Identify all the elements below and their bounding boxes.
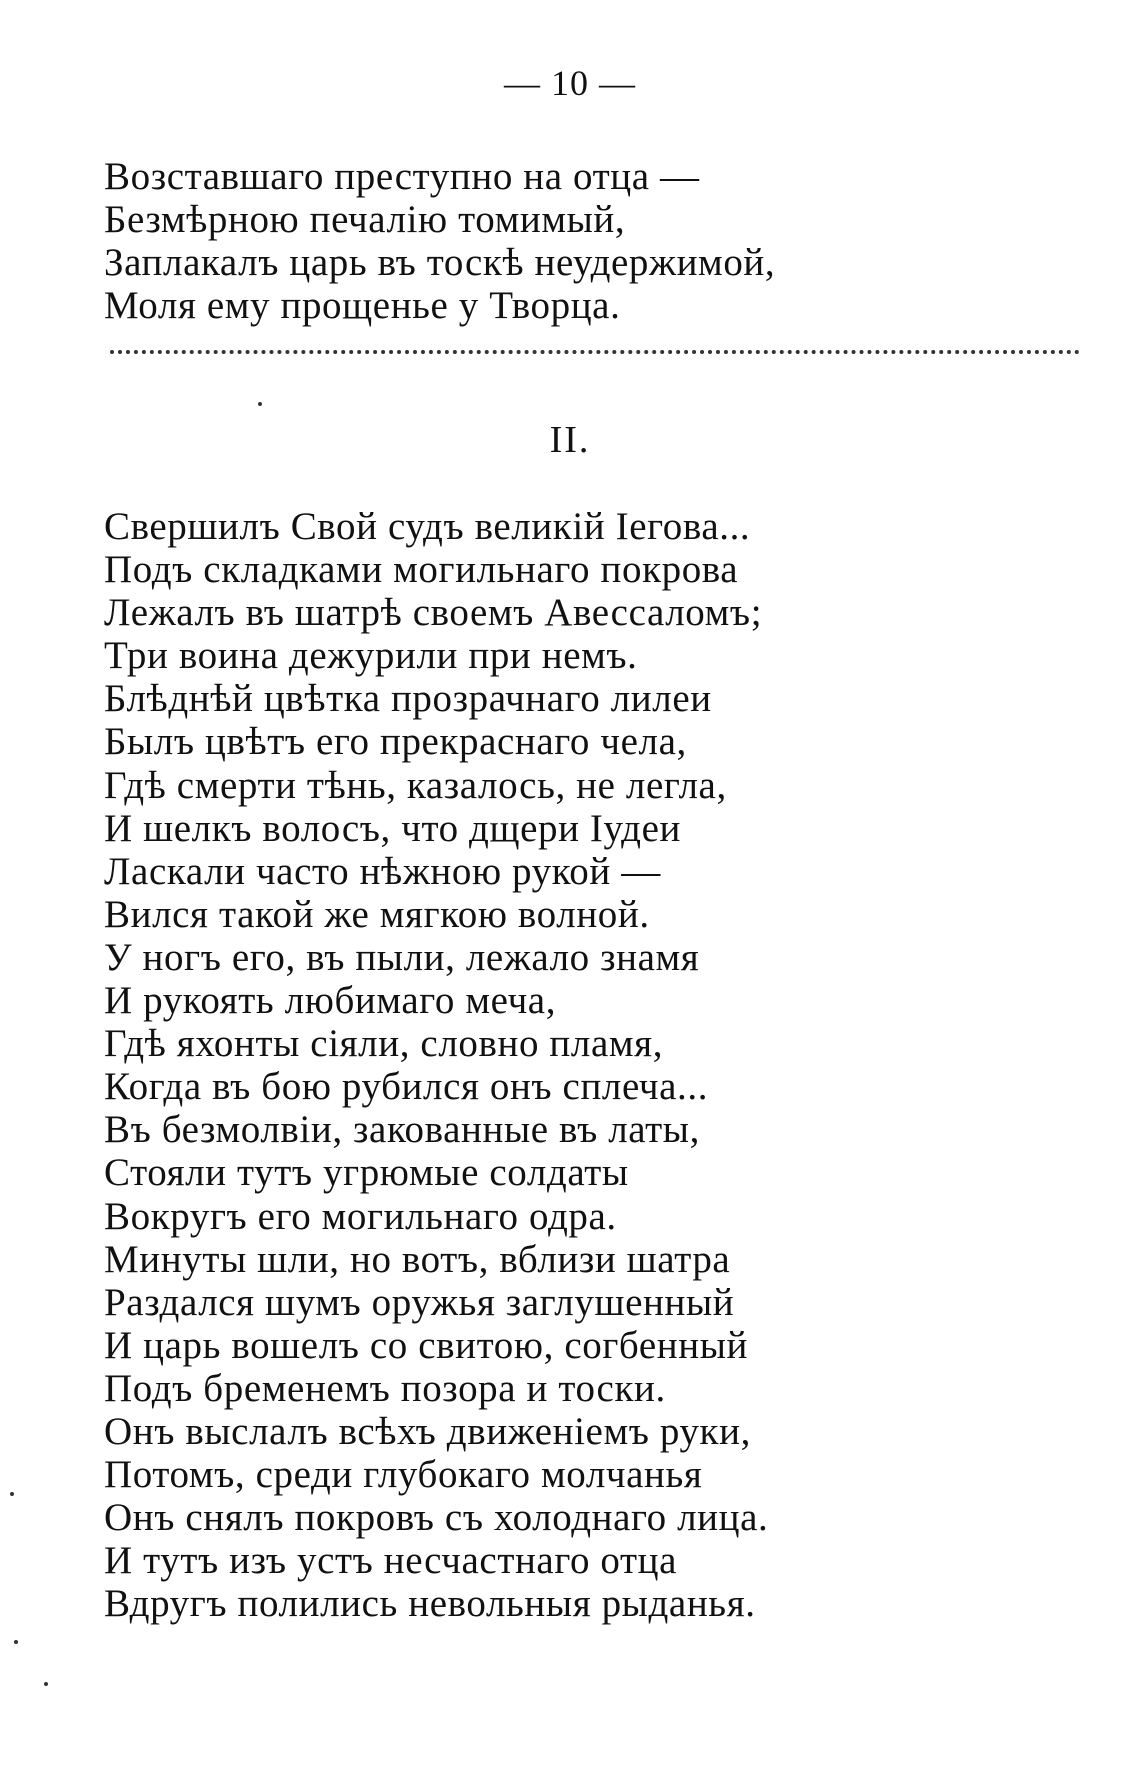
- stanza-2: [104, 505, 768, 1625]
- print-speck: [10, 1492, 14, 1496]
- verse-line: Возставшаго преступно на отца —: [104, 155, 700, 198]
- verse-line: Вокругъ его могильнаго одра.: [104, 1194, 617, 1238]
- verse-line: Онъ выслалъ всѣхъ движеніемъ руки,: [104, 1409, 751, 1453]
- verse-line: И царь вошелъ со свитою, согбенный: [104, 1323, 748, 1367]
- verse-line: Три воина дежурили при немъ.: [104, 634, 638, 678]
- verse-line: Заплакалъ царь въ тоскѣ неудержимой,: [104, 241, 776, 284]
- verse-line: Моля ему прощенье у Творца.: [104, 284, 621, 327]
- verse-line: И тутъ изъ устъ несчастнаго отца: [104, 1539, 678, 1583]
- page-number: — 10 —: [504, 63, 636, 103]
- verse-line: Свершилъ Свой судъ великій Іегова...: [104, 505, 751, 548]
- verse-line: Стояли тутъ угрюмые солдаты: [104, 1151, 629, 1195]
- verse-line: Ласкали часто нѣжною рукой —: [104, 849, 661, 893]
- verse-line: Онъ снялъ покровъ съ холоднаго лица.: [104, 1496, 769, 1540]
- print-speck: [14, 1640, 18, 1644]
- stanza-1: [104, 155, 775, 327]
- verse-line: Блѣднѣй цвѣтка прозрачнаго лилеи: [104, 677, 712, 721]
- verse-line: Вился такой же мягкою волной.: [104, 892, 650, 936]
- verse-line: У ногъ его, въ пыли, лежало знамя: [104, 935, 700, 979]
- dotted-separator: [110, 350, 1080, 354]
- verse-line: И рукоять любимаго меча,: [104, 979, 557, 1023]
- verse-line: Гдѣ смерти тѣнь, казалось, не легла,: [104, 763, 727, 807]
- print-speck: [258, 402, 262, 406]
- section-number: II.: [549, 419, 591, 461]
- verse-line: Былъ цвѣтъ его прекраснаго чела,: [104, 720, 687, 764]
- verse-line: Безмѣрною печалію томимый,: [104, 198, 626, 241]
- verse-line: Подъ бременемъ позора и тоски.: [104, 1366, 666, 1410]
- verse-line: Раздался шумъ оружья заглушенный: [104, 1280, 735, 1324]
- verse-line: И шелкъ волосъ, что дщери Іудеи: [104, 806, 681, 850]
- verse-line: Въ безмолвіи, закованные въ латы,: [104, 1108, 700, 1152]
- verse-line: Подъ складками могильнаго покрова: [104, 548, 739, 592]
- verse-line: Гдѣ яхонты сіяли, словно пламя,: [104, 1022, 664, 1066]
- verse-line: Минуты шли, но вотъ, вблизи шатра: [104, 1237, 731, 1281]
- verse-line: Когда въ бою рубился онъ сплеча...: [104, 1065, 709, 1109]
- print-speck: [44, 1682, 48, 1686]
- verse-line: Вдругъ полились невольныя рыданья.: [104, 1582, 756, 1626]
- verse-line: Потомъ, среди глубокаго молчанья: [104, 1453, 703, 1497]
- verse-line: Лежалъ въ шатрѣ своемъ Авессаломъ;: [104, 591, 763, 635]
